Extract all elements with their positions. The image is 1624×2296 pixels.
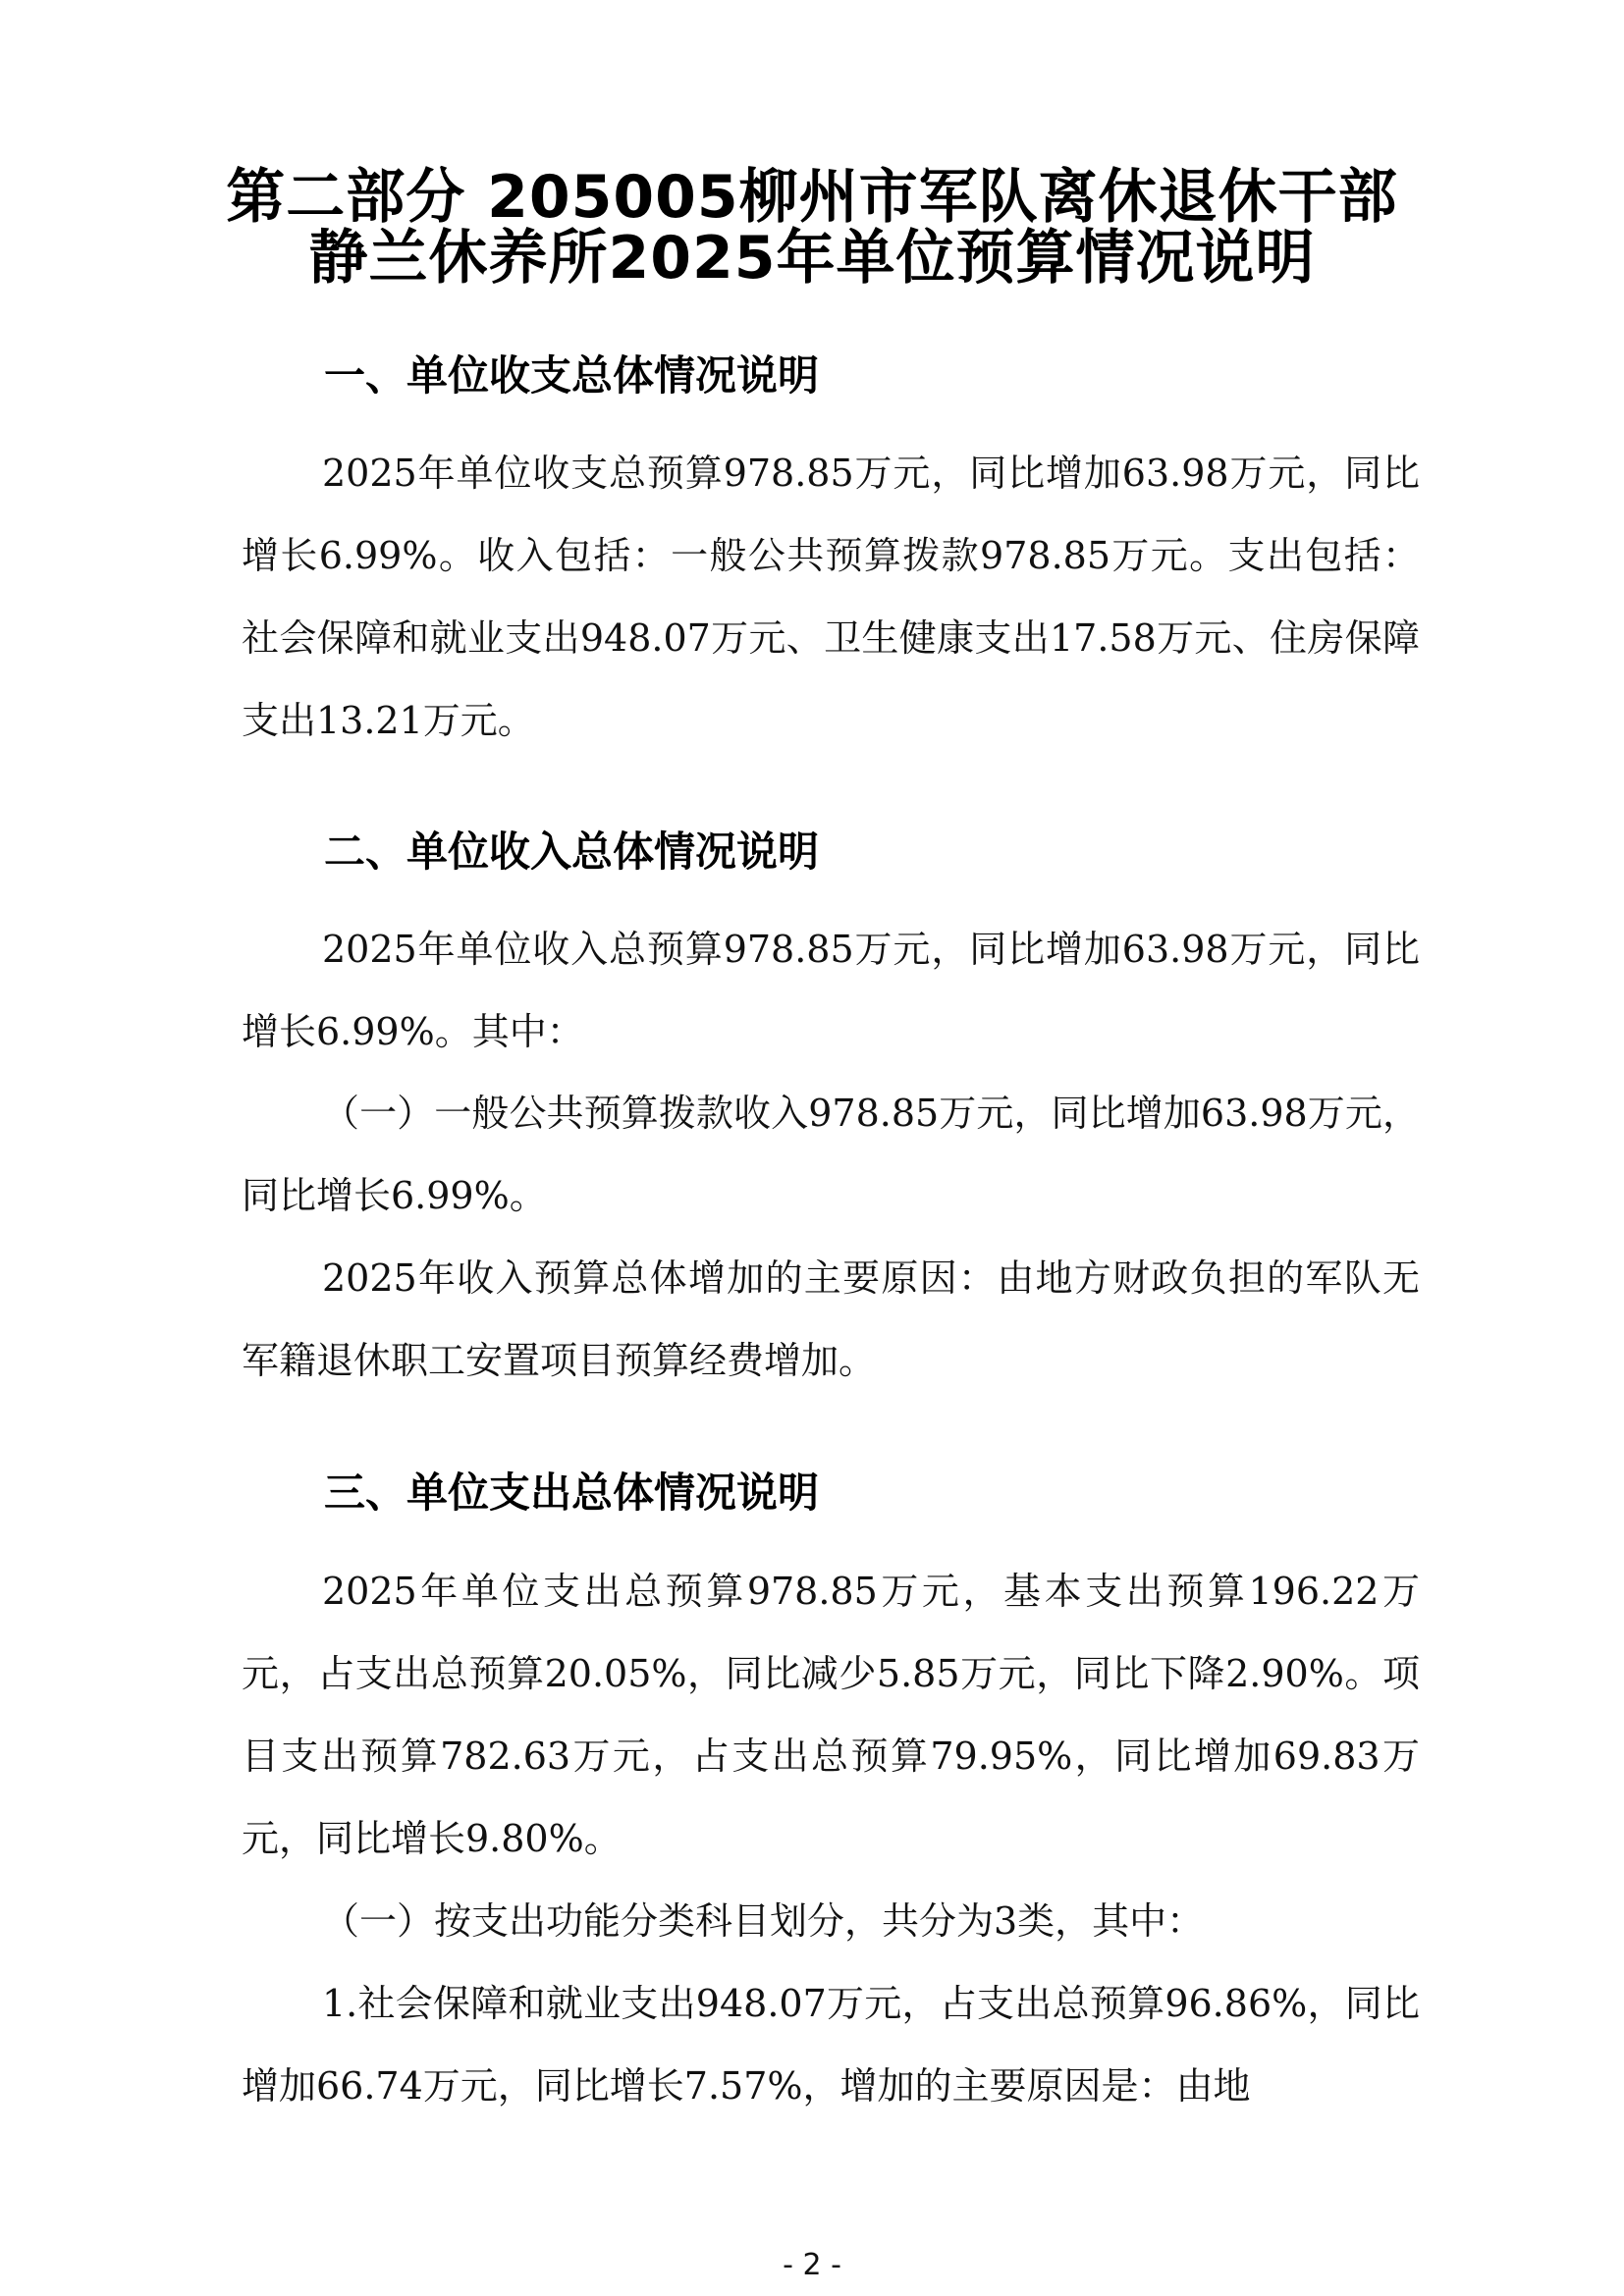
section-3-paragraph-3: 1.社会保障和就业支出948.07万元，占支出总预算96.86%，同比增加66.74万元，同比增长7.57%，增加的主要原因是：由地 (242, 1982, 1420, 2108)
section-heading-1: 一、单位收支总体情况说明 (324, 351, 820, 400)
section-1-paragraph-1: 2025年单位收支总预算978.85万元，同比增加63.98万元，同比增长6.99%。收入包括：一般公共预算拨款978.85万元。支出包括：社会保障和就业支出948.07万元、卫生健康支出17.58万元、住房保障支出13.21万元。 (242, 452, 1420, 742)
page-number: - 2 - (783, 2248, 841, 2282)
section-2-paragraph-3: 2025年收入预算总体增加的主要原因：由地方财政负担的军队无军籍退休职工安置项目预算经费增加。 (242, 1256, 1420, 1382)
section-2-paragraph-2: （一）一般公共预算拨款收入978.85万元，同比增加63.98万元，同比增长6.99%。 (242, 1092, 1420, 1217)
document-title-line-1: 第二部分 205005柳州市军队离休退休干部 (226, 163, 1398, 232)
section-heading-2: 二、单位收入总体情况说明 (324, 828, 820, 876)
section-3-paragraph-2: （一）按支出功能分类科目划分，共分为3类，其中： (322, 1899, 1205, 1943)
document-title-line-2: 静兰休养所2025年单位预算情况说明 (308, 224, 1316, 293)
section-2-paragraph-1: 2025年单位收入总预算978.85万元，同比增加63.98万元，同比增长6.99%。其中： (242, 928, 1420, 1053)
section-3-paragraph-1: 2025年单位支出总预算978.85万元，基本支出预算196.22万元，占支出总预算20.05%，同比减少5.85万元，同比下降2.90%。项目支出预算782.63万元，占支出总预算79.95%，同比增加69.83万元，同比增长9.80%。 (242, 1570, 1420, 1860)
section-heading-3: 三、单位支出总体情况说明 (324, 1468, 820, 1517)
